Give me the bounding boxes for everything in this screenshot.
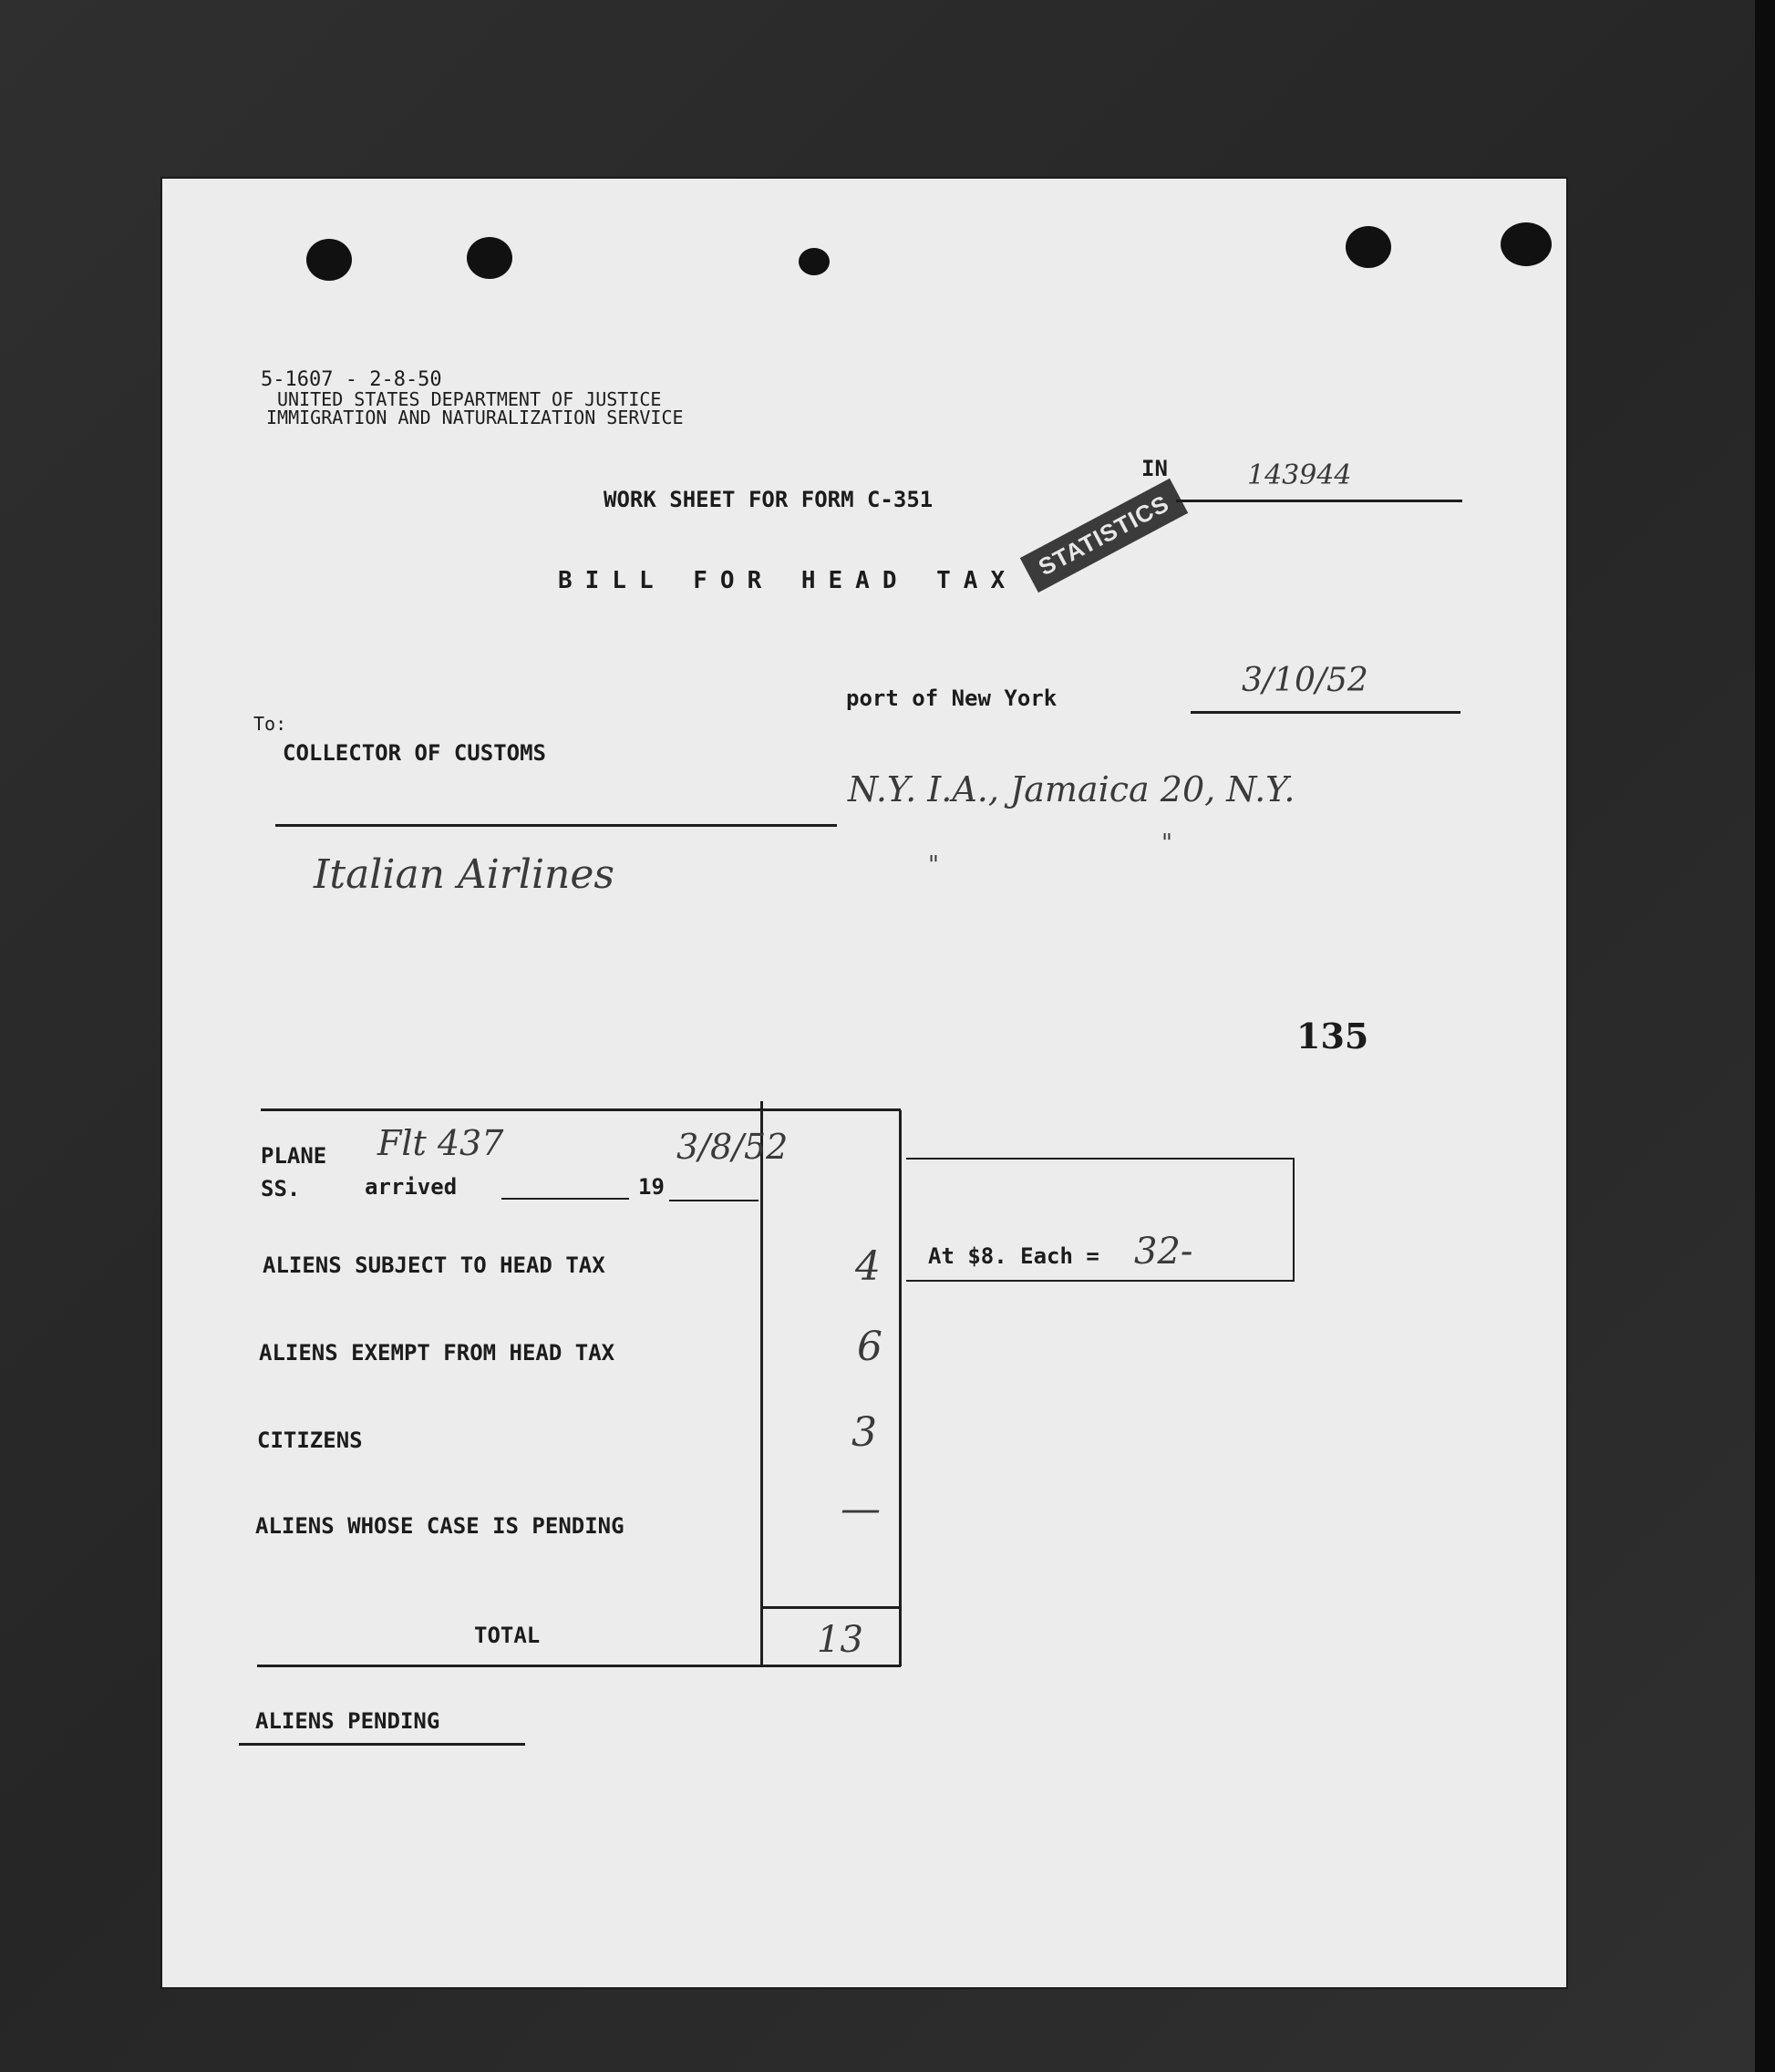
service-name: IMMIGRATION AND NATURALIZATION SERVICE bbox=[266, 407, 684, 428]
year-prefix: 19 bbox=[638, 1174, 665, 1200]
collector-label: COLLECTOR OF CUSTOMS bbox=[283, 740, 546, 766]
row-value-pending: — bbox=[841, 1486, 881, 1532]
page-number: 135 bbox=[1296, 1015, 1369, 1057]
table-right-border bbox=[899, 1110, 902, 1666]
row-label-pending: ALIENS WHOSE CASE IS PENDING bbox=[255, 1513, 624, 1539]
in-label: IN bbox=[1141, 456, 1168, 481]
total-value: 13 bbox=[817, 1619, 863, 1661]
punch-hole bbox=[1346, 226, 1391, 268]
port-location: N.Y. I.A., Jamaica 20, N.Y. bbox=[848, 769, 1295, 809]
total-label: TOTAL bbox=[474, 1623, 541, 1648]
in-underline bbox=[1176, 500, 1462, 502]
tax-rate: At $8. Each = bbox=[928, 1243, 1099, 1269]
arrival-date: 3/8/52 bbox=[676, 1127, 789, 1167]
flight-number: Flt 437 bbox=[377, 1123, 504, 1163]
form-code: 5-1607 - 2-8-50 bbox=[261, 368, 442, 391]
worksheet-title: WORK SHEET FOR FORM C-351 bbox=[604, 487, 934, 512]
punch-hole bbox=[1501, 222, 1552, 266]
ss-label: SS. bbox=[261, 1176, 301, 1201]
table-top-border bbox=[261, 1108, 901, 1111]
punch-hole bbox=[799, 248, 830, 275]
row-value-exempt: 6 bbox=[857, 1324, 882, 1370]
aliens-pending-label: ALIENS PENDING bbox=[255, 1708, 440, 1734]
table-column-divider bbox=[760, 1101, 763, 1666]
in-number: 143944 bbox=[1247, 459, 1352, 491]
collector-underline bbox=[275, 824, 837, 827]
document-page bbox=[162, 179, 1566, 1987]
pending-underline bbox=[239, 1743, 525, 1746]
punch-hole bbox=[306, 239, 352, 281]
row-value-subject: 4 bbox=[855, 1243, 881, 1290]
row-value-citizens: 3 bbox=[851, 1409, 877, 1456]
ditto-mark-right: " bbox=[1161, 830, 1172, 857]
ditto-mark-left: " bbox=[928, 851, 939, 879]
arrived-label: arrived bbox=[365, 1174, 458, 1200]
port-label: port of New York bbox=[846, 686, 1058, 711]
row-label-citizens: CITIZENS bbox=[257, 1428, 363, 1453]
bill-date: 3/10/52 bbox=[1242, 662, 1368, 699]
row-label-subject: ALIENS SUBJECT TO HEAD TAX bbox=[263, 1252, 605, 1278]
department-name: UNITED STATES DEPARTMENT OF JUSTICE bbox=[277, 388, 662, 410]
carrier-name: Italian Airlines bbox=[314, 851, 614, 898]
scan-edge bbox=[1755, 0, 1775, 2072]
row-label-exempt: ALIENS EXEMPT FROM HEAD TAX bbox=[259, 1340, 615, 1366]
statistics-stamp: STATISTICS bbox=[1020, 479, 1188, 593]
table-bottom-border bbox=[257, 1665, 901, 1667]
total-divider bbox=[762, 1606, 899, 1609]
to-label: To: bbox=[253, 713, 287, 735]
arrived-underline bbox=[501, 1198, 629, 1200]
bill-title: BILL FOR HEAD TAX bbox=[558, 567, 1018, 594]
date-underline bbox=[1191, 711, 1460, 714]
plane-label: PLANE bbox=[261, 1143, 327, 1169]
tax-amount: 32- bbox=[1134, 1231, 1193, 1273]
year-underline bbox=[669, 1200, 759, 1201]
punch-hole bbox=[467, 237, 512, 279]
